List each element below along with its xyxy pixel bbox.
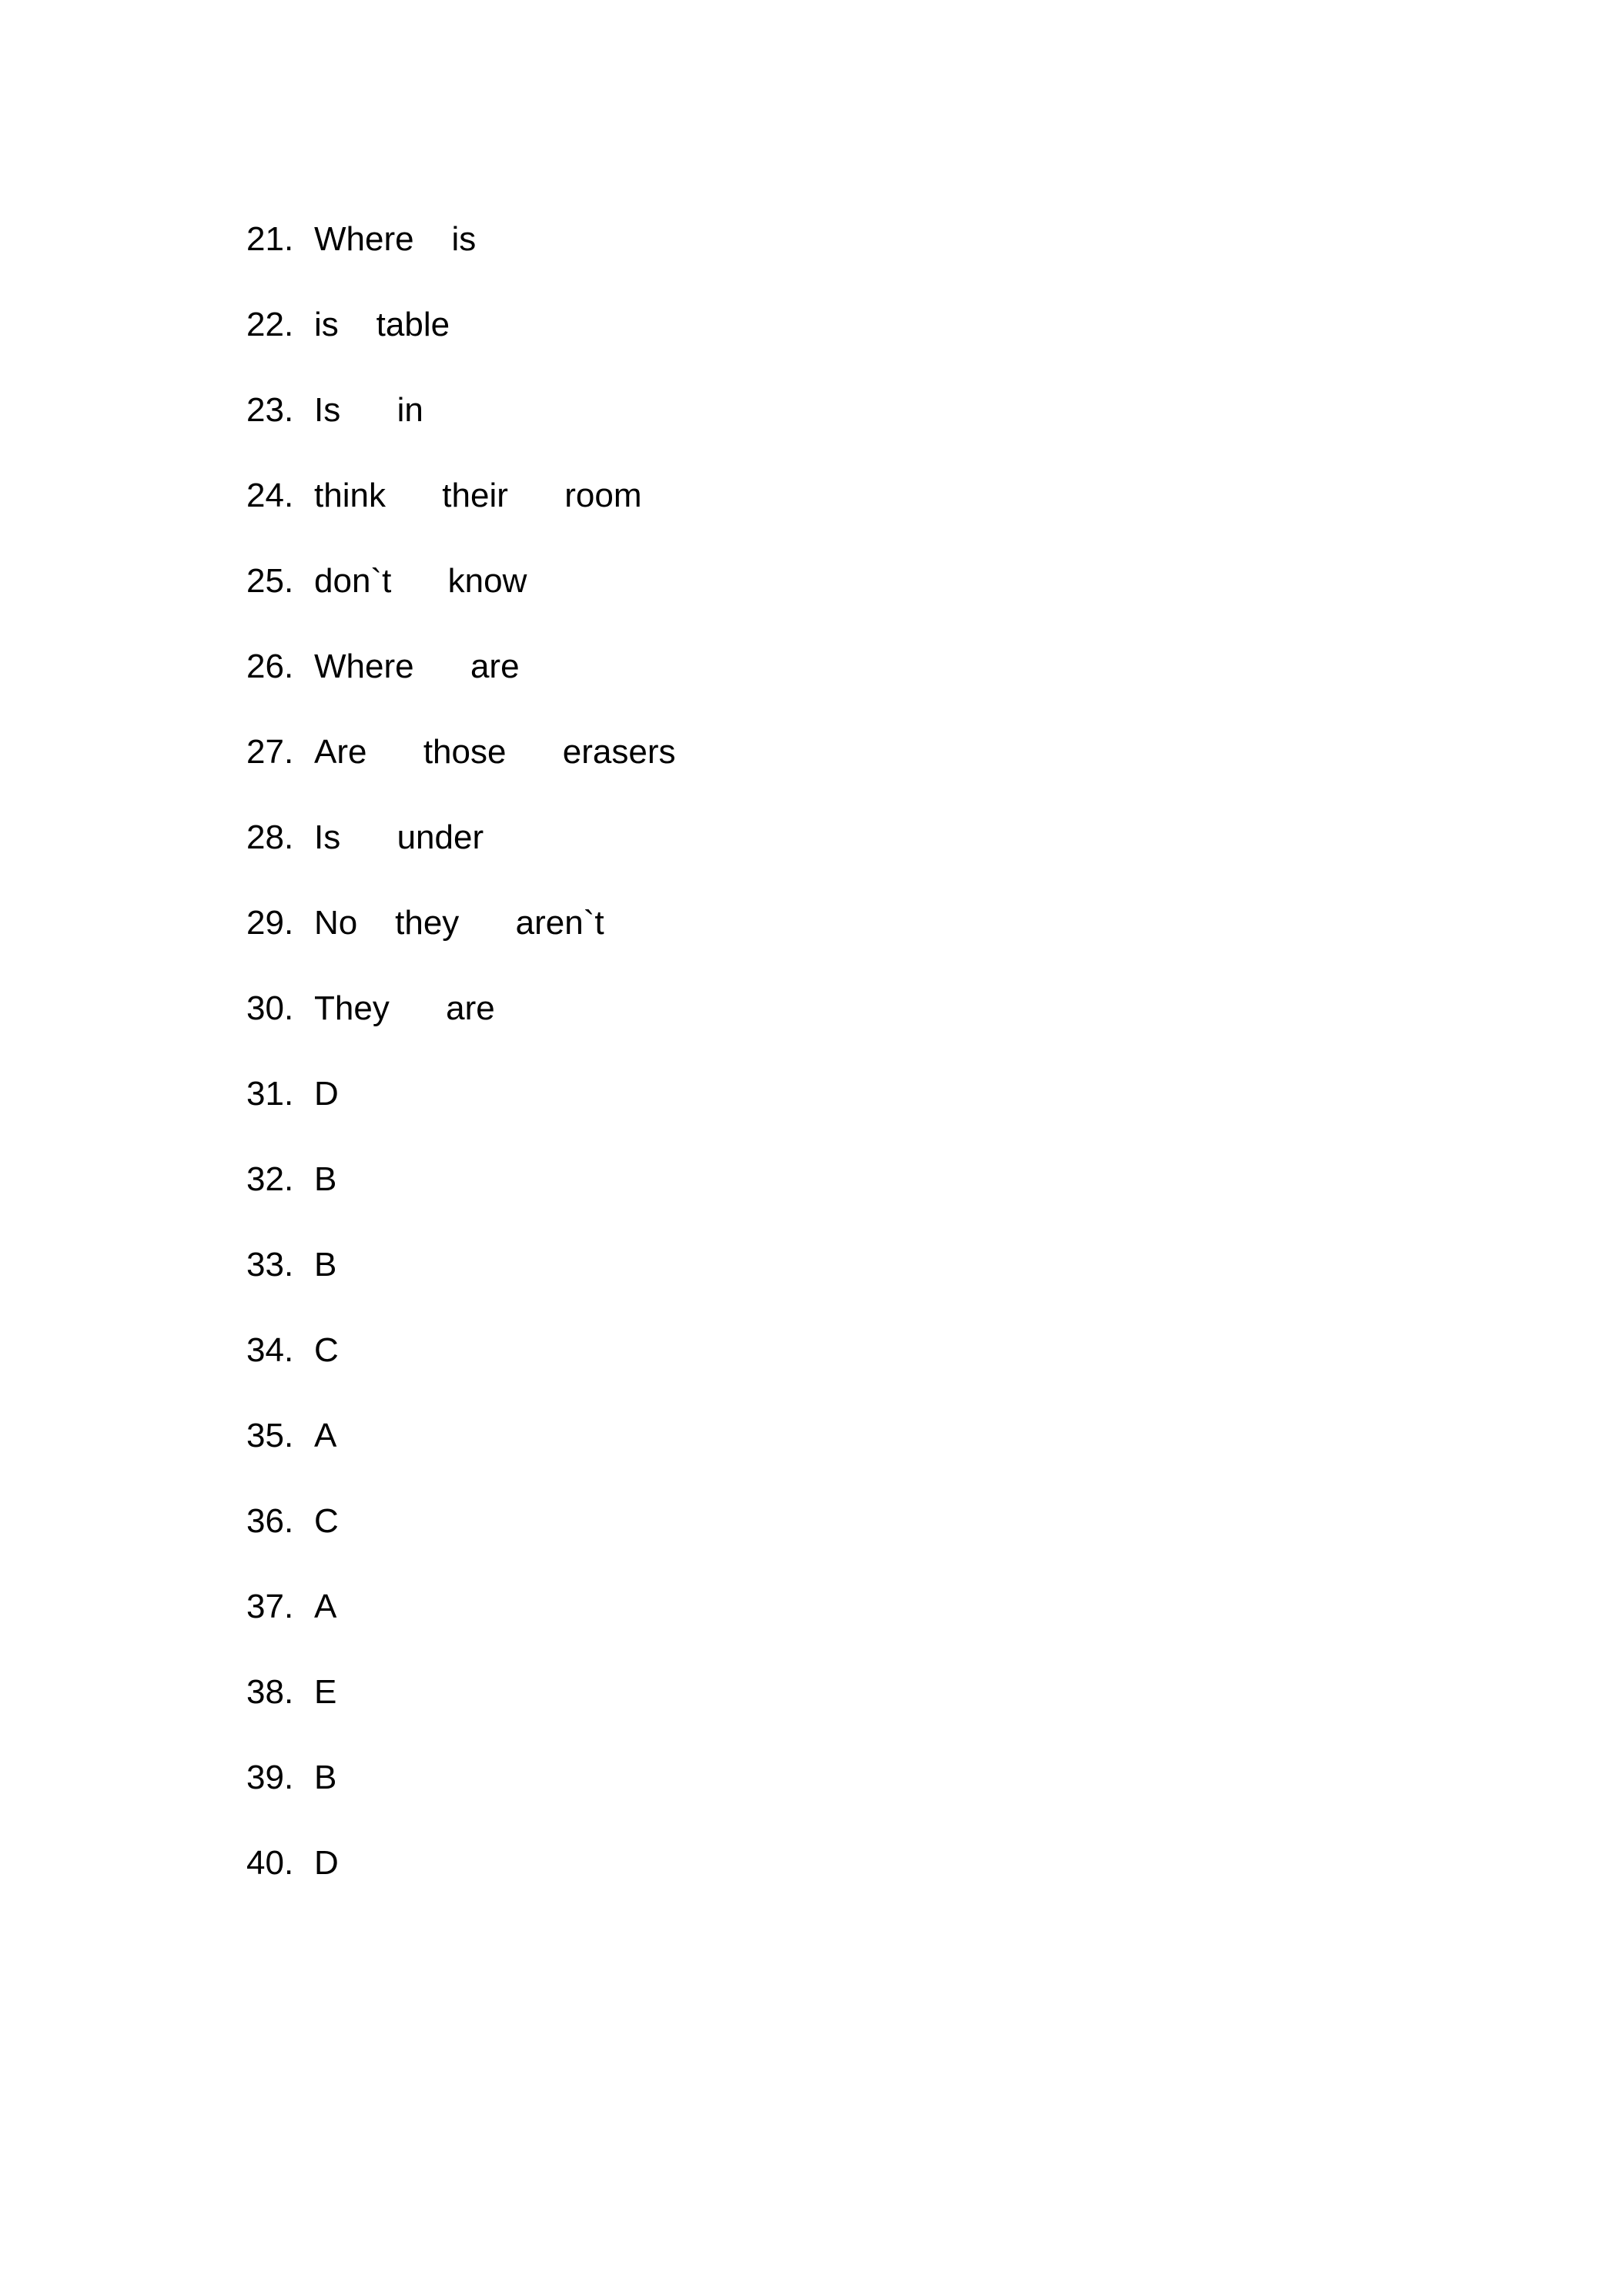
answer-item-21 bbox=[246, 215, 676, 300]
answer-number: 37. bbox=[246, 1588, 294, 1625]
answer-text: A bbox=[314, 1588, 337, 1625]
answer-number: 24. bbox=[246, 477, 294, 514]
answer-number: 32. bbox=[246, 1160, 294, 1198]
answer-item-31 bbox=[246, 1069, 676, 1155]
answer-text: think their room bbox=[314, 477, 642, 514]
answer-number: 21. bbox=[246, 220, 294, 258]
answer-text: Is under bbox=[314, 818, 484, 856]
answer-item-27 bbox=[246, 728, 676, 813]
answer-list bbox=[246, 215, 676, 1924]
answer-number: 30. bbox=[246, 989, 294, 1027]
answer-number: 28. bbox=[246, 818, 294, 856]
answer-number: 33. bbox=[246, 1246, 294, 1284]
answer-number: 22. bbox=[246, 306, 294, 343]
answer-text: They are bbox=[314, 989, 495, 1027]
answer-text: D bbox=[314, 1844, 339, 1882]
answer-text: Is in bbox=[314, 391, 423, 429]
answer-text: C bbox=[314, 1331, 339, 1369]
answer-number: 31. bbox=[246, 1075, 294, 1113]
answer-text: D bbox=[314, 1075, 339, 1113]
answer-text: don`t know bbox=[314, 562, 527, 600]
answer-item-35 bbox=[246, 1411, 676, 1497]
answer-text: B bbox=[314, 1246, 337, 1284]
answer-item-24 bbox=[246, 471, 676, 557]
answer-item-25 bbox=[246, 557, 676, 642]
answer-text: A bbox=[314, 1417, 337, 1454]
answer-text: Where are bbox=[314, 648, 520, 685]
answer-text: B bbox=[314, 1759, 337, 1796]
answer-text: C bbox=[314, 1502, 339, 1540]
answer-item-33 bbox=[246, 1240, 676, 1326]
answer-item-23 bbox=[246, 386, 676, 471]
answer-item-26 bbox=[246, 642, 676, 728]
answer-item-29 bbox=[246, 899, 676, 984]
answer-number: 34. bbox=[246, 1331, 294, 1369]
answer-number: 27. bbox=[246, 733, 294, 771]
answer-number: 36. bbox=[246, 1502, 294, 1540]
answer-item-34 bbox=[246, 1326, 676, 1411]
answer-number: 38. bbox=[246, 1673, 294, 1711]
answer-item-28 bbox=[246, 813, 676, 899]
answer-item-37 bbox=[246, 1582, 676, 1668]
answer-number: 35. bbox=[246, 1417, 294, 1454]
answer-number: 39. bbox=[246, 1759, 294, 1796]
answer-item-38 bbox=[246, 1668, 676, 1753]
answer-item-39 bbox=[246, 1753, 676, 1839]
answer-text: Are those erasers bbox=[314, 733, 676, 771]
answer-text: is table bbox=[314, 306, 450, 343]
answer-text: Where is bbox=[314, 220, 477, 258]
answer-number: 26. bbox=[246, 648, 294, 685]
answer-text: No they aren`t bbox=[314, 904, 604, 942]
answer-number: 25. bbox=[246, 562, 294, 600]
answer-item-30 bbox=[246, 984, 676, 1069]
answer-item-32 bbox=[246, 1155, 676, 1240]
answer-item-36 bbox=[246, 1497, 676, 1582]
answer-number: 29. bbox=[246, 904, 294, 942]
answer-item-22 bbox=[246, 300, 676, 386]
answer-item-40 bbox=[246, 1839, 676, 1924]
answer-text: E bbox=[314, 1673, 337, 1711]
answer-number: 23. bbox=[246, 391, 294, 429]
answer-number: 40. bbox=[246, 1844, 294, 1882]
answer-text: B bbox=[314, 1160, 337, 1198]
